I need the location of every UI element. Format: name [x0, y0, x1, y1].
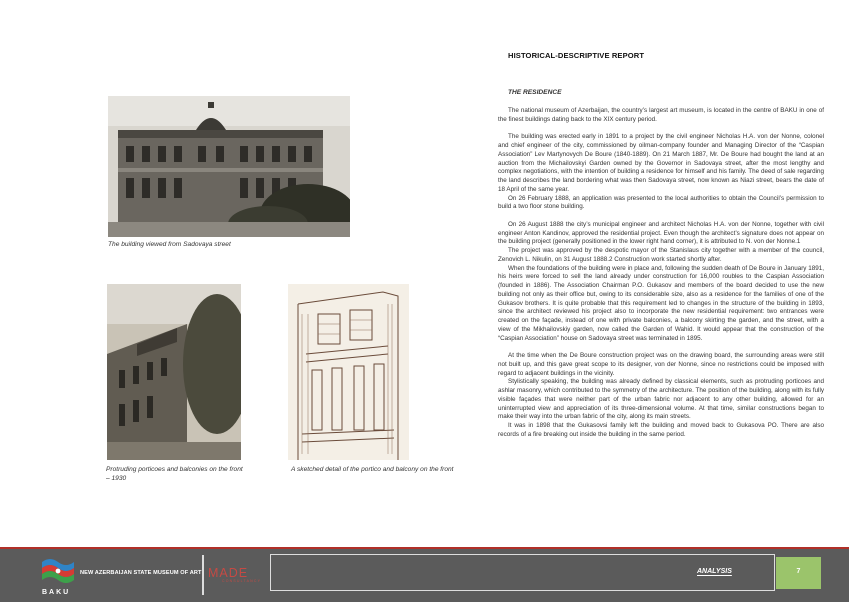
- made-logo: MADE: [208, 566, 249, 580]
- figure-caption: A sketched detail of the portico and balcony on the front: [291, 466, 454, 473]
- flag-ribbon-icon: [40, 556, 76, 588]
- paragraph: The building was erected early in 1891 to a project by the civil engineer Nicholas H.A. von der Nonne, colonel and chief engineer of the city, commissioned by oilman-company founder and Managing Director of the “Caspian Association” Lev Martynovych De Boure (1840-1889). On 21 March 1887, Mr. De Boure had bought the land at an auction from the Michailovskyi Garden owned by the Governor in Sadovaya street, after the most lengthy and complex negotiations, with the intention of building a residence for himself and his family. The deed of sale regarding the land describes the land bordering what was then Sadovaya street, now known as Niazi street, bears the date of 18 April of the same year.: [498, 133, 824, 193]
- report-body: [498, 107, 824, 440]
- paragraph: It was in 1898 that the Gukasovsi family left the building and moved back to Gukasova PO. There are also records of a fire breaking out inside the building in the same period.: [498, 422, 824, 438]
- portico-sketch: [288, 284, 409, 460]
- paragraph: On 26 February 1888, an application was presented to the local authorities to obtain the Council’s permission to build a two floor stone building.: [498, 194, 824, 211]
- footer-divider: [202, 555, 204, 595]
- page-number-box: [776, 557, 821, 589]
- page-number: 7: [796, 568, 801, 575]
- paragraph: Stylistically speaking, the building was already defined by classical elements, such as protruding porticoes and ashlar masonry, which contributed to the symmetry of the architecture. The position of the building, along with its fully visible façades that were neither part of the urban fabric nor adjacent to any other building, allowed for an uninterrupted view and appreciation of its three-dimensional volume. At that time, similar constructions began to make their way into the urban fabric of the city, along its main streets.: [498, 378, 824, 421]
- footer: [0, 547, 849, 602]
- figure-caption: The building viewed from Sadovaya street: [108, 241, 231, 248]
- paragraph: The project was approved by the despotic mayor of the Stanislaus city together with a member of the council, Zenovich L. Nikulin, on 31 August 1888.2 Construction work started shortly after.: [498, 247, 824, 263]
- paragraph: At the time when the De Boure construction project was on the drawing board, the surrounding areas were still not built up, and this gave great scope to its designer, von der Nonne, since no restrictions could be imposed with regard to adjacent buildings in the vicinity.: [498, 352, 824, 377]
- building-photo: [108, 96, 350, 237]
- figure-caption: Protruding porticoes and balconies on the front – 1930: [106, 466, 243, 482]
- paragraph: On 26 August 1888 the city’s municipal engineer and architect Nicholas H.A. von der Nonne, together with civil engineer Anton Kandinov, approved the residential project. Even though the architect’s signature does not appear on the building project (generally positioned in the lower right hand corner), it is attributed to N. von der Nonne.1: [498, 220, 824, 246]
- report-title: HISTORICAL-DESCRIPTIVE REPORT: [508, 51, 645, 60]
- porticoes-photo: [107, 284, 241, 460]
- section-label: ANALYSIS: [697, 568, 732, 575]
- paragraph: When the foundations of the building were in place and, following the sudden death of De Boure in January 1891, his heirs were forced to sell the land already under construction for 16,000 roubles to the Caspian Association (founded in 1886). The Association Chairman P.O. Gukasov and members of the board decided to use the new building not only as their office but, owing to its considerable size, also as a residence for the families of one of the Gukasov brothers. It is quite probable that this requirement led to changes in the structure of the building in 1893, since the architect reviewed his project also to incorporate the new residential requirement: two entrances were created on the façade, instead of one with private balconies, a balcony skirting the garden, and the street, with a view of the Mikhailovskiy garden, now called the Garden of Wahid. It would appear that the construction of the “Caspian Association” house on Sadovaya street was terminated in 1895.: [498, 264, 824, 342]
- footer-city: BAKU: [42, 589, 71, 596]
- made-logo-subtitle: CONSULTANCY: [222, 579, 262, 583]
- section-title: THE RESIDENCE: [508, 89, 562, 96]
- paragraph: The national museum of Azerbaijan, the country’s largest art museum, is located in the centre of BAKU in one of the finest buildings dating back to the XIX century period.: [498, 107, 824, 123]
- museum-name: NEW AZERBAIJAN STATE MUSEUM OF ART: [80, 570, 202, 576]
